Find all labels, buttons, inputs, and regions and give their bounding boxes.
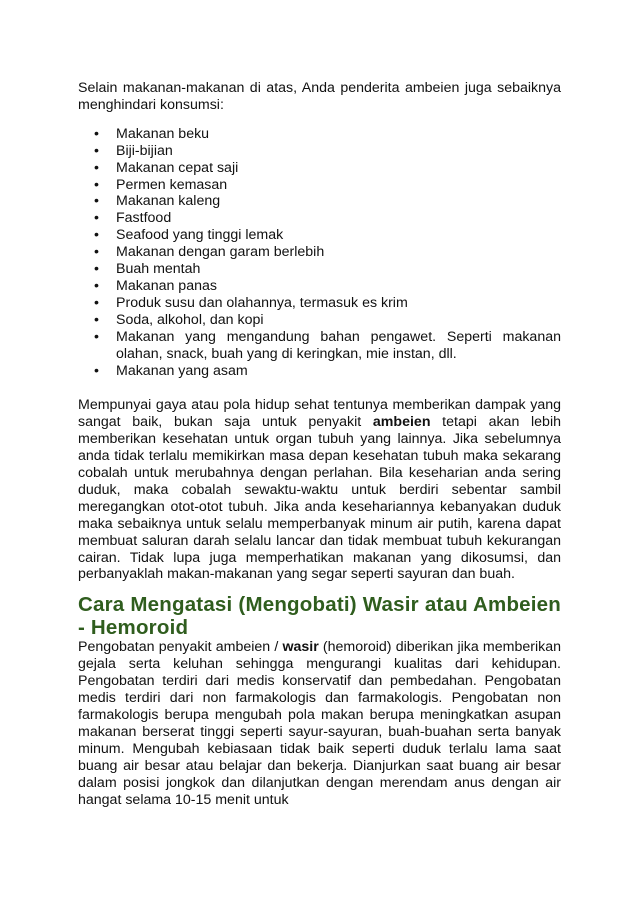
list-item xyxy=(78,244,561,261)
bullet-icon: • xyxy=(94,261,99,278)
intro-paragraph: Selain makanan-makanan di atas, Anda penderita ambeien juga sebaiknya menghindari konsumsi: xyxy=(78,80,561,113)
list-item xyxy=(78,193,561,210)
list-item xyxy=(78,210,561,227)
list-item-text: Seafood yang tinggi lemak xyxy=(116,227,284,244)
bullet-icon: • xyxy=(94,125,99,142)
bullet-icon: • xyxy=(94,311,99,328)
document-page xyxy=(78,80,561,808)
treatment-paragraph xyxy=(78,639,561,808)
bullet-icon: • xyxy=(94,210,99,227)
list-item-text: Makanan panas xyxy=(116,277,217,294)
bullet-icon: • xyxy=(94,244,99,261)
bullet-icon: • xyxy=(94,362,99,379)
section-heading: Cara Mengatasi (Mengobati) Wasir atau Ambeien - Hemoroid xyxy=(78,593,561,640)
list-item xyxy=(78,363,561,380)
list-item xyxy=(78,312,561,329)
lifestyle-paragraph xyxy=(78,397,561,583)
list-item xyxy=(78,278,561,295)
list-item-text: Produk susu dan olahannya, termasuk es krim xyxy=(116,294,408,311)
treatment-text-after: (hemoroid) diberikan jika memberikan gejala serta keluhan sehingga mengurangi kualitas dari kehidupan. Pengobatan terdiri dari medis konservatif dan pembedahan. Pengobatan medis terdiri dari non farmakologis dan farmakologis. Pengobatan non farmakologis berupa mengubah pola makan berupa meningkatkan asupan makanan berserat tinggi seperti sayur-sayuran, buah-buahan serta banyak minum. Mengubah kebiasaan tidak baik seperti duduk terlalu lama saat buang air besar atau belajar dan bekerja. Dianjurkan saat buang air besar dalam posisi jongkok dan dilanjutkan dengan merendam anus dengan air hangat selama 10-15 menit untuk xyxy=(78,639,561,808)
list-item xyxy=(78,295,561,312)
list-item xyxy=(78,329,561,363)
list-item-text: Makanan kaleng xyxy=(116,193,221,210)
list-item xyxy=(78,126,561,143)
bullet-icon: • xyxy=(94,142,99,159)
list-item-text: Permen kemasan xyxy=(116,176,228,193)
list-item xyxy=(78,160,561,177)
list-item-text: Makanan dengan garam berlebih xyxy=(116,244,325,261)
list-item xyxy=(78,177,561,194)
list-item-text: Makanan yang asam xyxy=(116,362,248,379)
bullet-icon: • xyxy=(94,227,99,244)
treatment-bold-term: wasir xyxy=(282,639,319,656)
bullet-icon: • xyxy=(94,294,99,311)
lifestyle-text-before: Mempunyai gaya atau pola hidup sehat tentunya memberikan dampak yang sangat baik, bukan saja untuk penyakit xyxy=(78,397,561,431)
bullet-icon: • xyxy=(94,328,99,345)
treatment-text-before: Pengobatan penyakit ambeien / xyxy=(78,639,283,656)
lifestyle-text-after: tetapi akan lebih memberikan kesehatan untuk organ tubuh yang lainnya. Jika sebelumnya anda tidak terlalu memikirkan masa depan kesehatan tubuh maka sekarang cobalah untuk merubahnya dengan perlahan. Bila keseharian anda sering duduk, maka cobalah sewaktu-waktu untuk berdiri sebentar sambil meregangkan otot-otot tubuh. Jika anda kesehariannya kebanyakan duduk maka sebaiknya untuk selalu memperbanyak minum air putih, karena dapat membuat saluran darah selalu lancar dan tidak membuat tubuh kekurangan cairan. Tidak lupa juga memperhatikan makanan yang dikosumsi, dan perbanyaklah makan-makanan yang segar seperti sayuran dan buah. xyxy=(78,414,561,583)
list-item xyxy=(78,143,561,160)
list-item-text: Biji-bijian xyxy=(116,142,173,159)
list-item-text: Buah mentah xyxy=(116,261,201,278)
bullet-icon: • xyxy=(94,159,99,176)
list-item-text: Makanan cepat saji xyxy=(116,159,239,176)
bullet-icon: • xyxy=(94,277,99,294)
bullet-icon: • xyxy=(94,176,99,193)
list-item-text: Makanan beku xyxy=(116,125,210,142)
list-item xyxy=(78,261,561,278)
list-item-text: Fastfood xyxy=(116,210,172,227)
bullet-icon: • xyxy=(94,193,99,210)
list-item xyxy=(78,227,561,244)
lifestyle-bold-term: ambeien xyxy=(372,414,431,431)
list-item-text: Makanan yang mengandung bahan pengawet. Seperti makanan olahan, snack, buah yang di keringkan, mie instan, dll. xyxy=(116,328,561,362)
list-item-text: Soda, alkohol, dan kopi xyxy=(116,311,264,328)
foods-to-avoid-list xyxy=(78,126,561,380)
